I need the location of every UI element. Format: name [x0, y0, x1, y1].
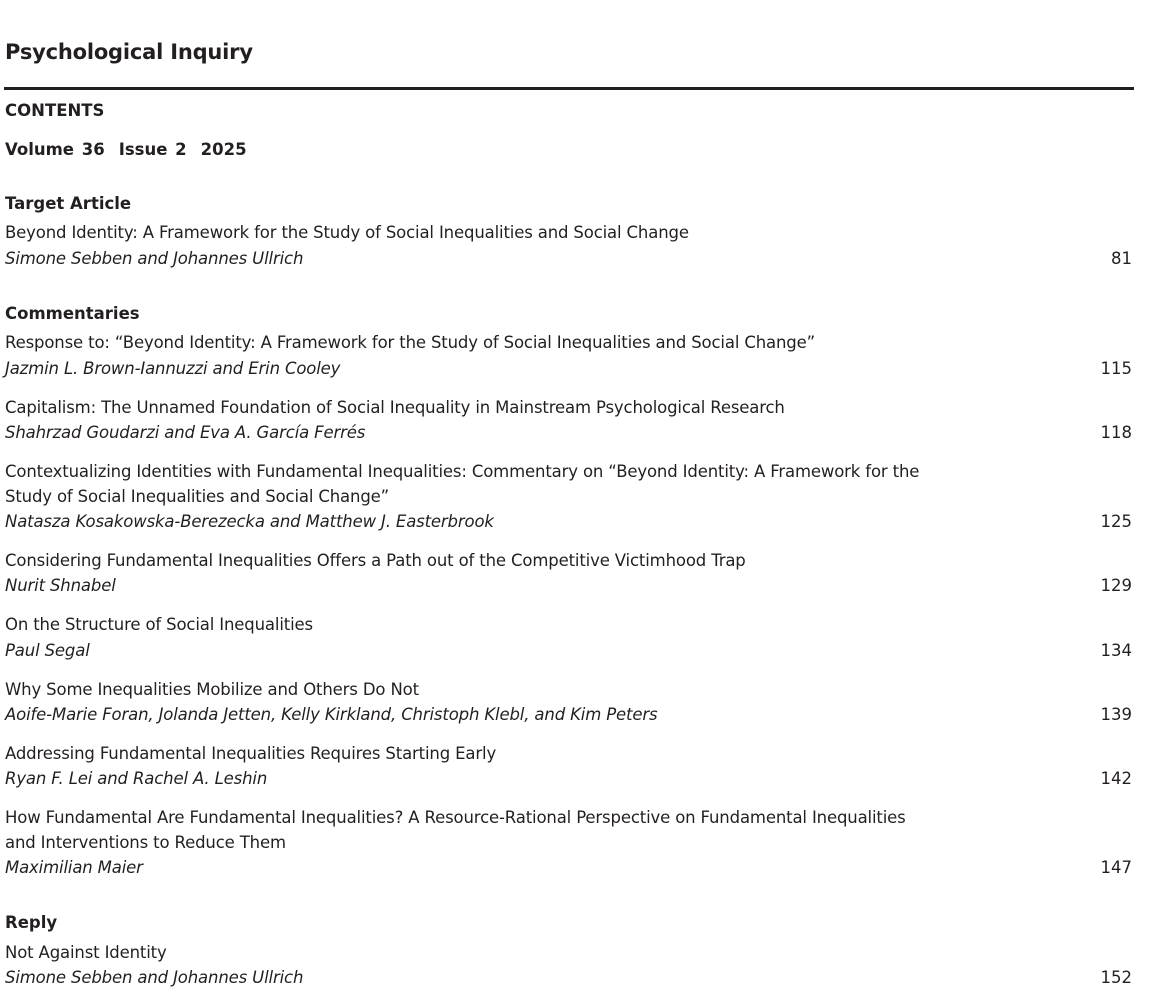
- journal-title: Psychological Inquiry: [5, 40, 253, 64]
- entry-title[interactable]: Not Against Identity: [5, 943, 167, 962]
- entry-authors: Maximilian Maier: [5, 858, 143, 877]
- entry-page: 125: [1100, 512, 1132, 531]
- entry-title[interactable]: How Fundamental Are Fundamental Inequalities? A Resource-Rational Perspective on Fundamental Inequalities: [5, 808, 906, 827]
- issue-number: Issue 2: [118, 140, 187, 159]
- entry-title[interactable]: On the Structure of Social Inequalities: [5, 615, 313, 634]
- header-rule: [4, 87, 1134, 90]
- entry-title[interactable]: Beyond Identity: A Framework for the Study of Social Inequalities and Social Change: [5, 223, 689, 242]
- entry-title[interactable]: Contextualizing Identities with Fundamental Inequalities: Commentary on “Beyond Identity: A Framework for the: [5, 462, 920, 481]
- entry-authors: Jazmin L. Brown-Iannuzzi and Erin Cooley: [5, 359, 341, 378]
- volume-line: [5, 140, 261, 159]
- entry-title-continued[interactable]: Study of Social Inequalities and Social Change”: [5, 487, 390, 506]
- contents-label: CONTENTS: [5, 101, 105, 120]
- entry-authors: Paul Segal: [5, 641, 90, 660]
- entry-page: 129: [1100, 576, 1132, 595]
- entry-page: 115: [1100, 359, 1132, 378]
- entry-page: 152: [1100, 968, 1132, 987]
- year: 2025: [200, 140, 247, 159]
- entry-page: 81: [1111, 249, 1132, 268]
- entry-page: 139: [1100, 705, 1132, 724]
- entry-authors: Natasza Kosakowska-Berezecka and Matthew J. Easterbrook: [5, 512, 494, 531]
- entry-authors: Aoife-Marie Foran, Jolanda Jetten, Kelly Kirkland, Christoph Klebl, and Kim Peters: [5, 705, 658, 724]
- entry-authors: Ryan F. Lei and Rachel A. Leshin: [5, 769, 268, 788]
- entry-title[interactable]: Why Some Inequalities Mobilize and Others Do Not: [5, 680, 419, 699]
- entry-authors: Nurit Shnabel: [5, 576, 116, 595]
- entry-title[interactable]: Response to: “Beyond Identity: A Framework for the Study of Social Inequalities and Social Change”: [5, 333, 816, 352]
- entry-title-continued[interactable]: and Interventions to Reduce Them: [5, 833, 286, 852]
- entry-title[interactable]: Considering Fundamental Inequalities Offers a Path out of the Competitive Victimhood Trap: [5, 551, 746, 570]
- entry-authors: Shahrzad Goudarzi and Eva A. García Ferrés: [5, 423, 366, 442]
- entry-page: 134: [1100, 641, 1132, 660]
- section-heading-reply: Reply: [5, 913, 58, 932]
- volume-number: Volume 36: [5, 140, 105, 159]
- section-heading-target-article: Target Article: [5, 194, 132, 213]
- entry-page: 118: [1100, 423, 1132, 442]
- entry-title[interactable]: Capitalism: The Unnamed Foundation of Social Inequality in Mainstream Psychological Research: [5, 398, 785, 417]
- entry-authors: Simone Sebben and Johannes Ullrich: [5, 249, 304, 268]
- entry-page: 142: [1100, 769, 1132, 788]
- section-heading-commentaries: Commentaries: [5, 304, 140, 323]
- entry-authors: Simone Sebben and Johannes Ullrich: [5, 968, 304, 987]
- entry-title[interactable]: Addressing Fundamental Inequalities Requires Starting Early: [5, 744, 497, 763]
- entry-page: 147: [1100, 858, 1132, 877]
